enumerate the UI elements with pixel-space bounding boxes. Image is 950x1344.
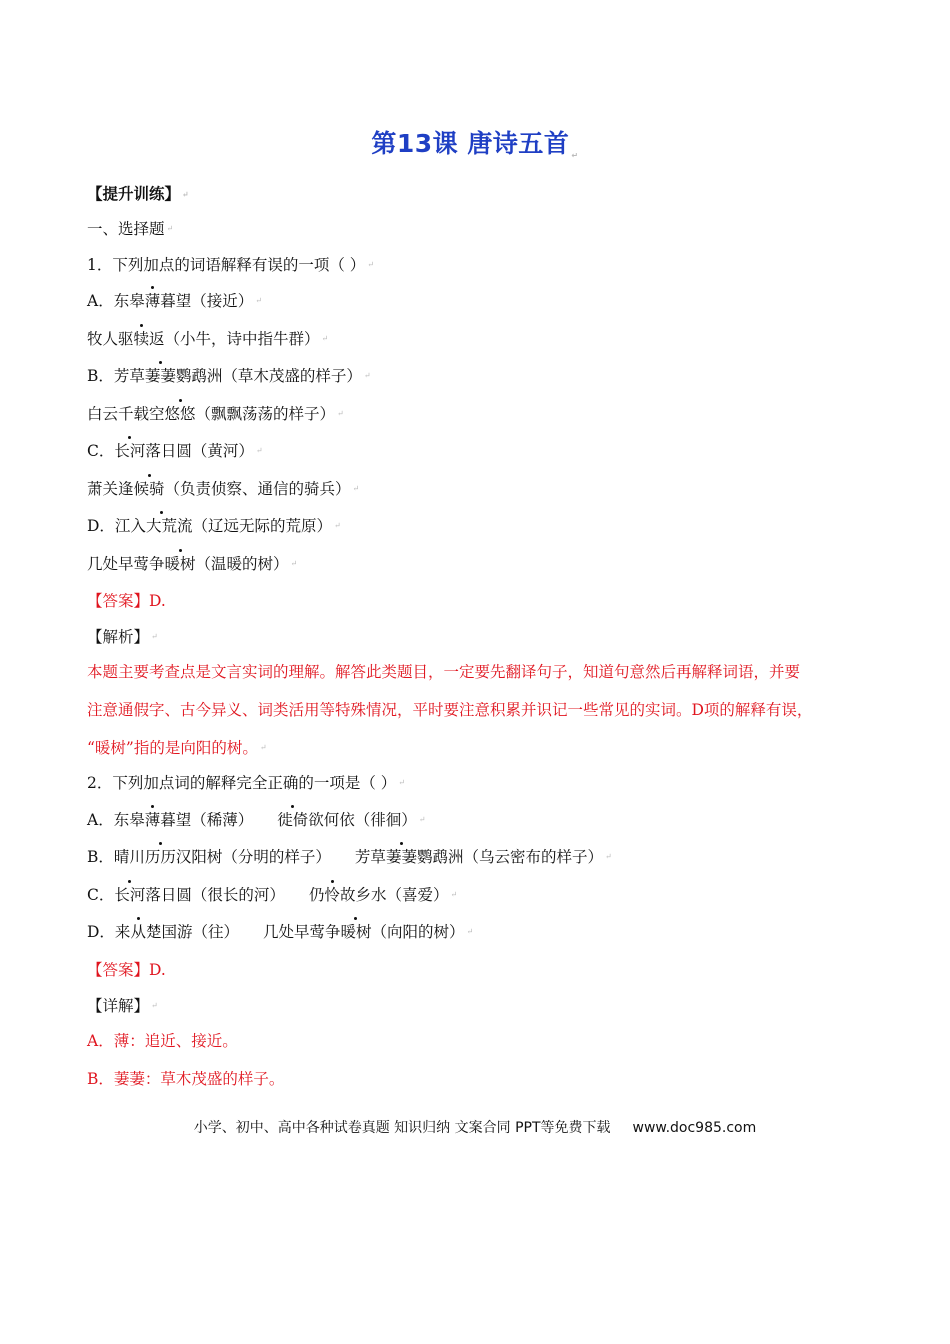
q1-analysis-line-3: “暖树”指的是向阳的树。 ↵ bbox=[87, 739, 267, 757]
q1-option-c1: C．长河落日圆（黄河） ↵ bbox=[87, 442, 263, 460]
footer-url[interactable]: www.doc985.com bbox=[632, 1120, 757, 1136]
emphasis-word: 暖树 bbox=[164, 555, 196, 573]
q1-option-b1: B．芳草萋萋鹦鹉洲（草木茂盛的样子） ↵ bbox=[87, 367, 371, 385]
q1-option-d1: D．江入大荒流（辽远无际的荒原） ↵ bbox=[87, 517, 341, 535]
q1-option-a1: A．东皋薄暮望（接近） ↵ bbox=[87, 292, 262, 310]
emphasis-word: 候骑 bbox=[133, 480, 165, 498]
emphasis-word: 薄 bbox=[144, 811, 161, 829]
emphasis-word: 萋萋 bbox=[385, 848, 417, 866]
emphasis-word: 萋萋 bbox=[144, 367, 176, 385]
q2-answer: 【答案】D. bbox=[87, 961, 166, 979]
q1-answer: 【答案】D. bbox=[87, 592, 166, 610]
emphasis-word: 薄 bbox=[144, 292, 161, 310]
q1-analysis-line-1: 本题主要考查点是文言实词的理解。解答此类题目，一定要先翻译句子，知道句意然后再解释词语，并要 bbox=[87, 663, 801, 681]
emphasis-word: 历历 bbox=[144, 848, 176, 866]
emphasis-word: 长河 bbox=[114, 886, 146, 904]
q2-option-a: A．东皋薄暮望（稀薄） 徙倚欲何依（徘徊） ↵ bbox=[87, 811, 426, 829]
emphasis-word: 大荒 bbox=[145, 517, 177, 535]
q2-stem: 2．下列加点词的解释完全正确的一项是（ ） ↵ bbox=[87, 774, 405, 792]
q1-option-d2: 几处早莺争暖树（温暖的树） ↵ bbox=[87, 555, 298, 573]
q2-detail-line-2: B．萋萋：草木茂盛的样子。 bbox=[87, 1070, 285, 1088]
q1-option-b2: 白云千载空悠悠（飘飘荡荡的样子） ↵ bbox=[87, 405, 344, 423]
page-title: 第13课 唐诗五首 ↵ bbox=[371, 129, 579, 160]
page-footer bbox=[0, 1117, 950, 1137]
q1-stem: 1．下列加点的词语解释有误的一项（ ） ↵ bbox=[87, 256, 374, 274]
q2-detail-label: 【详解】 ↵ bbox=[87, 997, 158, 1015]
q2-option-b: B．晴川历历汉阳树（分明的样子） 芳草萋萋鹦鹉洲（乌云密布的样子） ↵ bbox=[87, 848, 612, 866]
q1-option-a2: 牧人驱犊返（小牛，诗中指牛群） ↵ bbox=[87, 330, 329, 348]
emphasis-word: 暖树 bbox=[340, 923, 372, 941]
q2-option-c: C．长河落日圆（很长的河） 仍怜故乡水（喜爱） ↵ bbox=[87, 886, 458, 904]
emphasis-word: 怜 bbox=[324, 886, 340, 904]
emphasis-word: 长河 bbox=[114, 442, 146, 460]
emphasis-word: 从 bbox=[130, 923, 146, 941]
emphasis-word: 徙倚 bbox=[277, 811, 309, 829]
footer-text: 小学、初中、高中各种试卷真题 知识归纳 文案合同 PPT等免费下载 bbox=[193, 1120, 611, 1136]
section-heading: 【提升训练】 ↵ bbox=[87, 184, 189, 203]
q1-option-c2: 萧关逢候骑（负责侦察、通信的骑兵） ↵ bbox=[87, 480, 360, 498]
q1-analysis-label: 【解析】 ↵ bbox=[87, 628, 158, 646]
q1-analysis-line-2: 注意通假字、古今异义、词类活用等特殊情况，平时要注意积累并识记一些常见的实词。D项的解释有误， bbox=[87, 701, 813, 719]
q2-detail-line-1: A．薄：追近、接近。 bbox=[87, 1032, 238, 1050]
emphasis-word: 悠悠 bbox=[164, 405, 196, 423]
q2-option-d: D．来从楚国游（往） 几处早莺争暖树（向阳的树） ↵ bbox=[87, 923, 474, 941]
emphasis-word: 犊 bbox=[133, 330, 150, 348]
part-heading: 一、选择题 ↵ bbox=[87, 220, 174, 238]
